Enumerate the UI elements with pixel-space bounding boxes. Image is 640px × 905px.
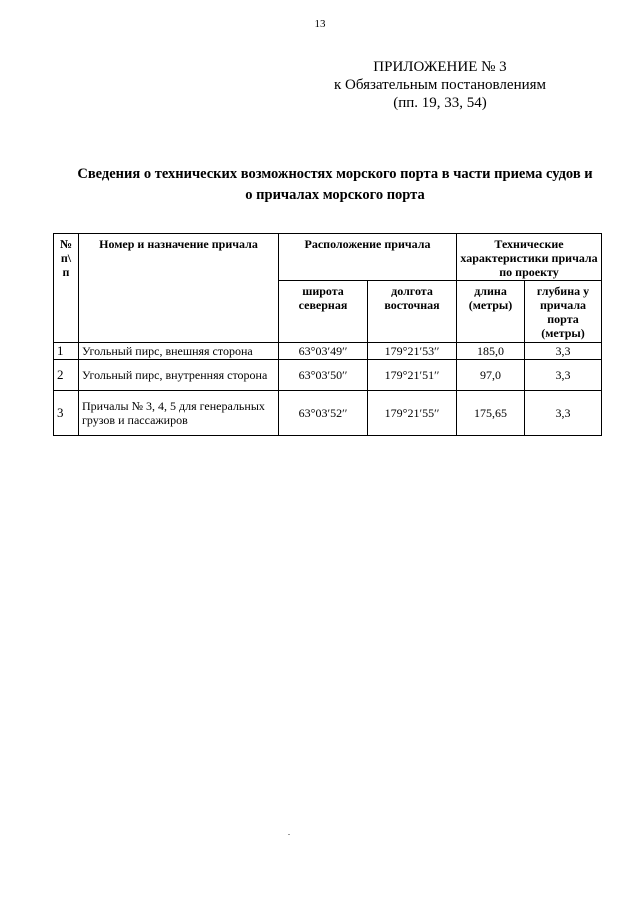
- row-num: 2: [54, 360, 79, 391]
- row-length: 97,0: [457, 360, 525, 391]
- appendix-title: ПРИЛОЖЕНИЕ № 3: [373, 59, 507, 75]
- row-depth: 3,3: [525, 343, 602, 360]
- header-depth: глубина у причала порта (метры): [525, 281, 602, 343]
- header-location: Расположение причала: [279, 234, 457, 281]
- row-latitude: 63°03′50′′: [279, 360, 368, 391]
- berths-table: [53, 233, 602, 436]
- header-length: длина (метры): [457, 281, 525, 343]
- header-specs: Технические характеристики причала по проекту: [457, 234, 602, 281]
- document-title-line-1: Сведения о технических возможностях морского порта в части приема судов и: [77, 166, 593, 182]
- row-berth-name: Причалы № 3, 4, 5 для генеральных грузов и пассажиров: [79, 391, 279, 436]
- table-row: [54, 343, 602, 360]
- appendix-subtitle: к Обязательным постановлениям: [333, 77, 547, 93]
- row-num: 1: [54, 343, 79, 360]
- row-latitude: 63°03′52′′: [279, 391, 368, 436]
- header-longitude: долгота восточная: [368, 281, 457, 343]
- row-length: 185,0: [457, 343, 525, 360]
- row-longitude: 179°21′53′′: [368, 343, 457, 360]
- row-longitude: 179°21′55′′: [368, 391, 457, 436]
- table-row: [54, 391, 602, 436]
- row-depth: 3,3: [525, 360, 602, 391]
- row-berth-name: Угольный пирс, внешняя сторона: [79, 343, 279, 360]
- row-num: 3: [54, 391, 79, 436]
- header-num: № п\ п: [54, 234, 79, 343]
- document-title-line-2: о причалах морского порта: [245, 187, 425, 203]
- row-berth-name: Угольный пирс, внутренняя сторона: [79, 360, 279, 391]
- page-number: 13: [314, 18, 326, 30]
- table-row: [54, 360, 602, 391]
- row-latitude: 63°03′49′′: [279, 343, 368, 360]
- row-depth: 3,3: [525, 391, 602, 436]
- row-length: 175,65: [457, 391, 525, 436]
- header-berth-name: Номер и назначение причала: [79, 234, 279, 343]
- header-latitude: широта северная: [279, 281, 368, 343]
- scan-mark: [288, 834, 290, 835]
- appendix-header: [300, 58, 580, 112]
- document-title: [40, 164, 630, 206]
- row-longitude: 179°21′51′′: [368, 360, 457, 391]
- appendix-paragraphs: (пп. 19, 33, 54): [393, 95, 487, 111]
